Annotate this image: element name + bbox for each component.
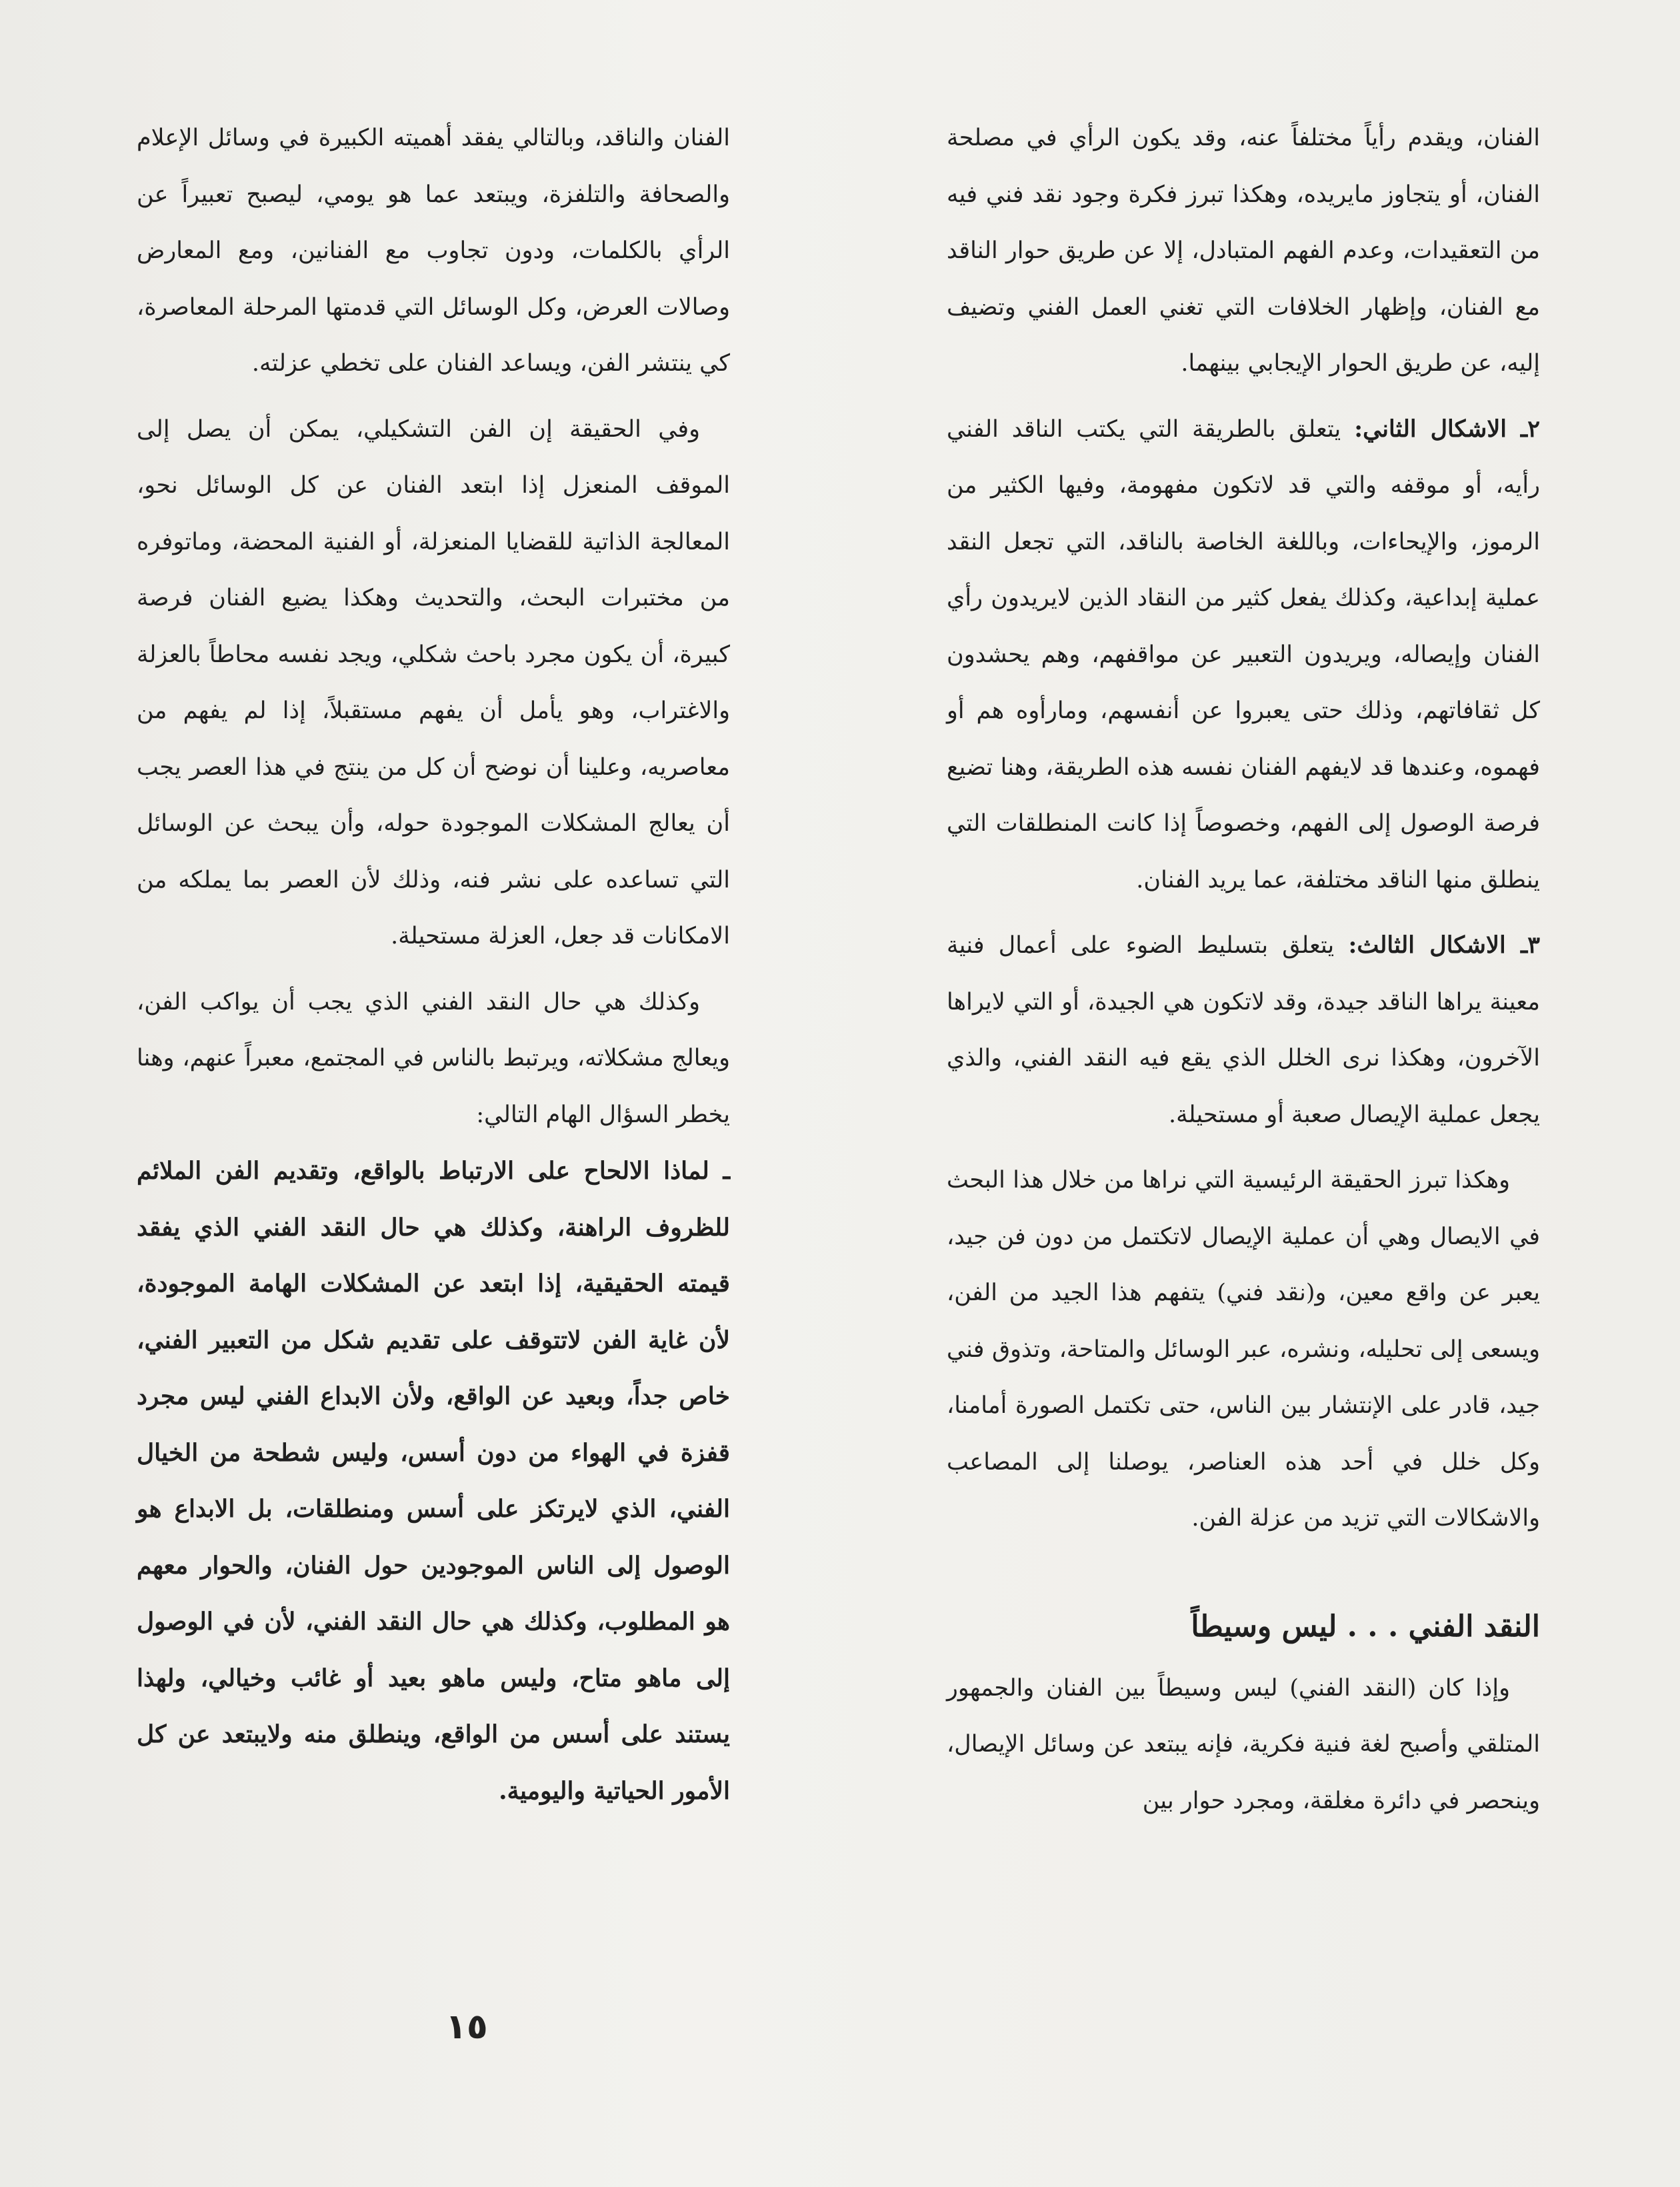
second-issue-label: ٢ـ الاشكال الثاني:	[1354, 415, 1541, 443]
bold-question-paragraph: ـ لماذا الالحاح على الارتباط بالواقع، وتقديم الفن الملائم للظروف الراهنة، وكذلك هي حال النقد الفني الذي يفقد قيمته الحقيقية، إذا ابتعد عن المشكلات الهامة الموجودة، لأن غاية الفن لاتتوقف على تقديم شكل من التعبير الفني، خاص جداً، وبعيد عن الواقع، ولأن الابداع الفني ليس مجرد قفزة في الهواء من دون أسس، وليس شطحة من الخيال الفني، الذي لايرتكز على أسس ومنطلقات، بل الابداع هو الوصول إلى الناس الموجودين حول الفنان، والحوار معهم هو المطلوب، وكذلك هي حال النقد الفني، لأن في الوصول إلى ماهو متاح، وليس ماهو بعيد أو غائب وخيالي، ولهذا يستند على أسس من الواقع، وينطلق منه ولايبتعد عن كل الأمور الحياتية واليومية.	[137, 1157, 731, 1805]
left-paragraph-3: وكذلك هي حال النقد الفني الذي يجب أن يواكب الفن، ويعالج مشكلاته، ويرتبط بالناس في المجتمع، معبراً عنهم، وهنا يخطر السؤال الهام التالي:	[137, 988, 730, 1128]
third-issue-label: ٣ـ الاشكال الثالث:	[1348, 931, 1541, 959]
left-paragraph-1: الفنان والناقد، وبالتالي يفقد أهميته الكبيرة في وسائل الإعلام والصحافة والتلفزة، ويبتعد عما هو يومي، ليصبح تعبيراً عن الرأي بالكلمات، ودون تجاوب مع الفنانين، ومع المعارض وصالات العرض، وكل الوسائل التي قدمتها المرحلة المعاصرة، كي ينتشر الفن، ويساعد الفنان على تخطي عزلته.	[137, 125, 730, 377]
conclusion-paragraph: وهكذا تبرز الحقيقة الرئيسية التي نراها من خلال هذا البحث في الايصال وهي أن عملية الإيصال لاتكتمل من دون فن جيد، يعبر عن واقع معين، و(نقد فني) يتفهم هذا الجيد من الفن، ويسعى إلى تحليله، ونشره، عبر الوسائل والمتاحة، وتذوق فني جيد، قادر على الإنتشار بين الناس، حتى تكتمل الصورة أمامنا، وكل خلل في أحد هذه العناصر، يوصلنا إلى المصاعب والاشكالات التي تزيد من عزلة الفن.	[947, 1167, 1540, 1532]
third-issue-text: يتعلق بتسليط الضوء على أعمال فنية معينة يراها الناقد جيدة، وقد لاتكون هي الجيدة، أو التي لايراها الآخرون، وهكذا نرى الخلل الذي يقع فيه النقد الفني، والذي يجعل عملية الإيصال صعبة أو مستحيلة.	[947, 932, 1540, 1128]
third-issue-paragraph	[947, 917, 1540, 1143]
second-issue-paragraph	[947, 401, 1540, 909]
intro-paragraph: الفنان، ويقدم رأياً مختلفاً عنه، وقد يكون الرأي في مصلحة الفنان، أو يتجاوز مايريده، وهكذا تبرز فكرة وجود نقد فني فيه من التعقيدات، وعدم الفهم المتبادل، إلا عن طريق حوار الناقد مع الفنان، وإظهار الخلافات التي تغني العمل الفني وتضيف إليه، عن طريق الحوار الإيجابي بينهما.	[947, 125, 1540, 377]
left-paragraph-2: وفي الحقيقة إن الفن التشكيلي، يمكن أن يصل إلى الموقف المنعزل إذا ابتعد الفنان عن كل الوسائل نحو، المعالجة الذاتية للقضايا المنعزلة، أو الفنية المحضة، وماتوفره من مختبرات البحث، والتحديث وهكذا يضيع الفنان فرصة كبيرة، أن يكون مجرد باحث شكلي، ويجد نفسه محاطاً بالعزلة والاغتراب، وهو يأمل أن يفهم مستقبلاً، إذا لم يفهم من معاصريه، وعلينا أن نوضح أن كل من ينتج في هذا العصر يجب أن يعالج المشكلات الموجودة حوله، وأن يبحث عن الوسائل التي تساعده على نشر فنه، وذلك لأن العصر بما يملكه من الامكانات قد جعل، العزلة مستحيلة.	[137, 415, 730, 949]
section-heading: النقد الفني . . . ليس وسيطاً	[1191, 1609, 1540, 1644]
section-paragraph: وإذا كان (النقد الفني) ليس وسيطاً بين الفنان والجمهور المتلقي وأصبح لغة فنية فكرية، فإنه يبتعد عن وسائل الإيصال، وينحصر في دائرة مغلقة، ومجرد حوار بين	[947, 1674, 1540, 1814]
right-column	[947, 110, 1540, 1829]
page-number: ١٥	[445, 2007, 488, 2047]
second-issue-text: يتعلق بالطريقة التي يكتب الناقد الفني رأيه، أو موقفه والتي قد لاتكون مفهومة، وفيها الكثير من الرموز، والإيحاءات، وباللغة الخاصة بالناقد، التي تجعل النقد عملية إبداعية، وكذلك يفعل كثير من النقاد الذين لايريدون رأي الفنان وإيصاله، ويريدون التعبير عن مواقفهم، وهم يحشدون كل ثقافاتهم، وذلك حتى يعبروا عن أنفسهم، ومارأوه هم أو فهموه، وعندها قد لايفهم الفنان نفسه هذه الطريقة، وهنا تضيع فرصة الوصول إلى الفهم، وخصوصاً إذا كانت المنطلقات التي ينطلق منها الناقد مختلفة، عما يريد الفنان.	[947, 415, 1541, 893]
left-column	[137, 110, 730, 1819]
